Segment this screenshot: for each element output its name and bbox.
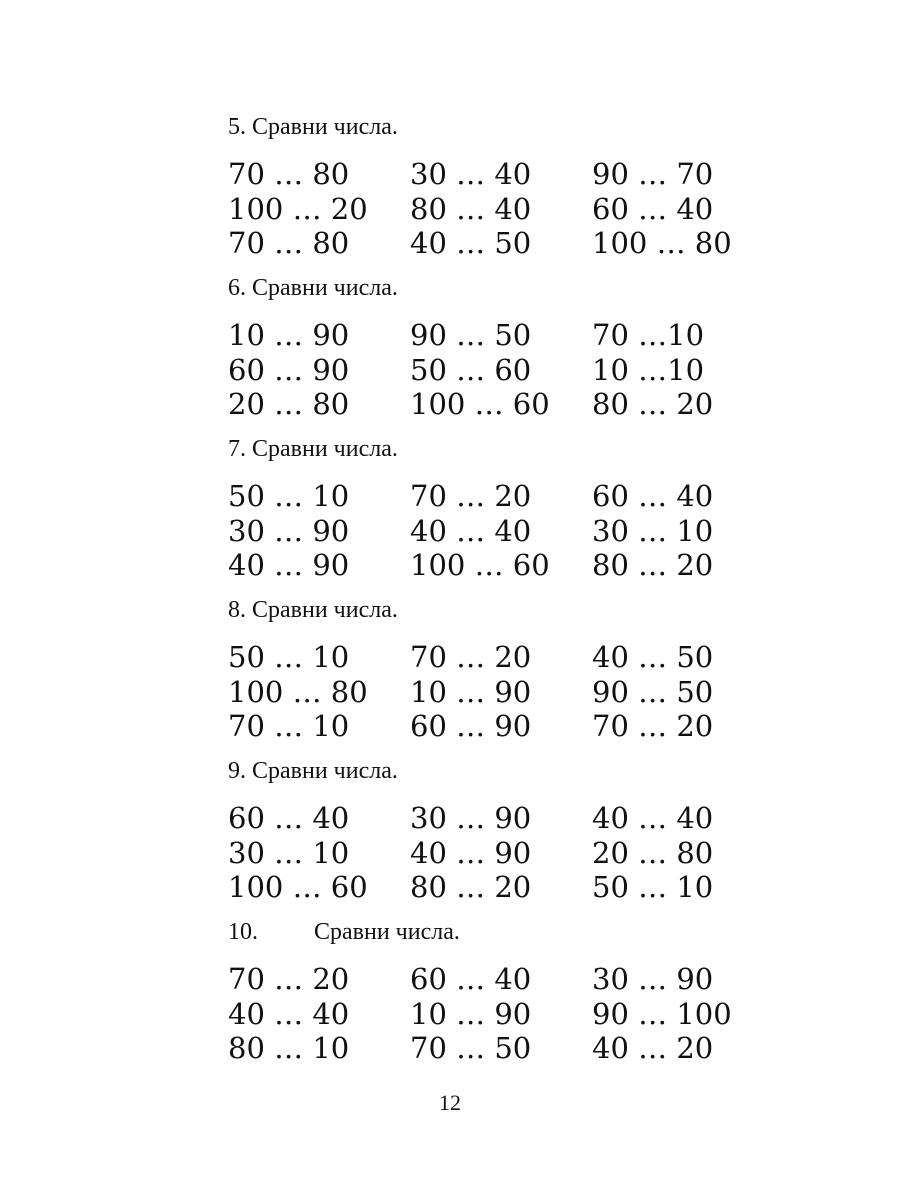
comparison-row (228, 514, 788, 549)
exercise-title: Сравни числа. (252, 758, 398, 784)
exercise-number: 9. (228, 758, 246, 784)
comparison-item: 100 … 80 (592, 226, 732, 260)
exercise-title: Сравни числа. (314, 919, 460, 945)
comparison-row (228, 548, 788, 583)
exercise-title: Сравни числа. (252, 114, 398, 140)
comparison-row (228, 962, 788, 997)
page-number: 12 (439, 1090, 461, 1115)
comparison-item: 100 … 60 (410, 387, 550, 421)
comparison-row (228, 709, 788, 744)
comparison-item: 40 … 40 (592, 801, 714, 835)
comparison-grid (228, 157, 788, 261)
comparison-row (228, 836, 788, 871)
comparison-item: 40 … 90 (228, 548, 350, 582)
comparison-grid (228, 962, 788, 1066)
comparison-row (228, 640, 788, 675)
comparison-row (228, 157, 788, 192)
comparison-item: 70 … 80 (228, 226, 350, 260)
exercise-heading (228, 435, 788, 463)
comparison-grid (228, 479, 788, 583)
comparison-item: 60 … 40 (410, 962, 532, 996)
comparison-item: 30 … 90 (592, 962, 714, 996)
comparison-item: 40 … 50 (410, 226, 532, 260)
comparison-item: 80 … 10 (228, 1031, 350, 1065)
comparison-row (228, 997, 788, 1032)
comparison-item: 40 … 40 (410, 513, 532, 548)
comparison-item: 80 … 20 (592, 387, 714, 421)
exercise-title: Сравни числа. (252, 436, 398, 462)
comparison-row (228, 353, 788, 388)
comparison-row (228, 675, 788, 710)
comparison-row (228, 870, 788, 905)
comparison-row (228, 318, 788, 353)
exercise-heading (228, 596, 788, 624)
exercise-number: 10. (228, 919, 258, 945)
exercise-7 (228, 435, 788, 583)
exercise-heading (228, 757, 788, 785)
comparison-item: 60 … 40 (228, 801, 350, 835)
comparison-item: 100 … 20 (228, 191, 368, 226)
comparison-item: 50 … 60 (410, 352, 532, 387)
comparison-item: 40 … 20 (592, 1031, 714, 1065)
comparison-item: 20 … 80 (228, 387, 350, 421)
exercise-number: 6. (228, 275, 246, 301)
comparison-item: 30 … 10 (592, 513, 714, 548)
comparison-item: 40 … 50 (592, 640, 714, 674)
exercise-10 (228, 918, 788, 1066)
comparison-row (228, 226, 788, 261)
exercise-heading (228, 918, 788, 946)
comparison-item: 50 … 10 (592, 870, 714, 904)
comparison-item: 30 … 90 (410, 801, 532, 835)
comparison-item: 100 … 80 (228, 674, 368, 709)
comparison-item: 60 … 40 (592, 479, 714, 513)
comparison-item: 70 …10 (592, 318, 705, 352)
exercise-heading (228, 113, 788, 141)
comparison-item: 50 … 10 (228, 640, 350, 674)
comparison-item: 30 … 10 (228, 835, 350, 870)
comparison-row (228, 801, 788, 836)
comparison-item: 40 … 90 (410, 835, 532, 870)
comparison-item: 90 … 50 (592, 674, 714, 709)
exercise-number: 5. (228, 114, 246, 140)
comparison-item: 30 … 40 (410, 157, 532, 191)
comparison-item: 90 … 100 (592, 996, 732, 1031)
comparison-item: 30 … 90 (228, 513, 350, 548)
exercise-heading (228, 274, 788, 302)
comparison-item: 80 … 20 (410, 870, 532, 904)
exercise-title: Сравни числа. (252, 597, 398, 623)
comparison-item: 90 … 70 (592, 157, 714, 191)
comparison-item: 70 … 10 (228, 709, 350, 743)
comparison-grid (228, 801, 788, 905)
comparison-grid (228, 640, 788, 744)
comparison-item: 60 … 90 (410, 709, 532, 743)
comparison-row (228, 192, 788, 227)
exercise-9 (228, 757, 788, 905)
comparison-item: 70 … 50 (410, 1031, 532, 1065)
exercise-number: 7. (228, 436, 246, 462)
exercise-title: Сравни числа. (252, 275, 398, 301)
comparison-row (228, 479, 788, 514)
exercise-6 (228, 274, 788, 422)
comparison-item: 90 … 50 (410, 318, 532, 352)
comparison-row (228, 387, 788, 422)
exercise-5 (228, 113, 788, 261)
comparison-item: 70 … 80 (228, 157, 350, 191)
comparison-item: 10 …10 (592, 352, 705, 387)
comparison-item: 10 … 90 (410, 674, 532, 709)
comparison-row (228, 1031, 788, 1066)
comparison-item: 60 … 90 (228, 352, 350, 387)
comparison-item: 100 … 60 (228, 870, 368, 904)
comparison-item: 50 … 10 (228, 479, 350, 513)
comparison-item: 100 … 60 (410, 548, 550, 582)
exercise-number: 8. (228, 597, 246, 623)
comparison-item: 70 … 20 (410, 479, 532, 513)
comparison-item: 10 … 90 (228, 318, 350, 352)
comparison-item: 60 … 40 (592, 191, 714, 226)
comparison-item: 80 … 20 (592, 548, 714, 582)
comparison-item: 40 … 40 (228, 996, 350, 1031)
comparison-grid (228, 318, 788, 422)
exercise-8 (228, 596, 788, 744)
comparison-item: 10 … 90 (410, 996, 532, 1031)
comparison-item: 80 … 40 (410, 191, 532, 226)
comparison-item: 70 … 20 (592, 709, 714, 743)
comparison-item: 70 … 20 (410, 640, 532, 674)
comparison-item: 70 … 20 (228, 962, 350, 996)
comparison-item: 20 … 80 (592, 835, 714, 870)
